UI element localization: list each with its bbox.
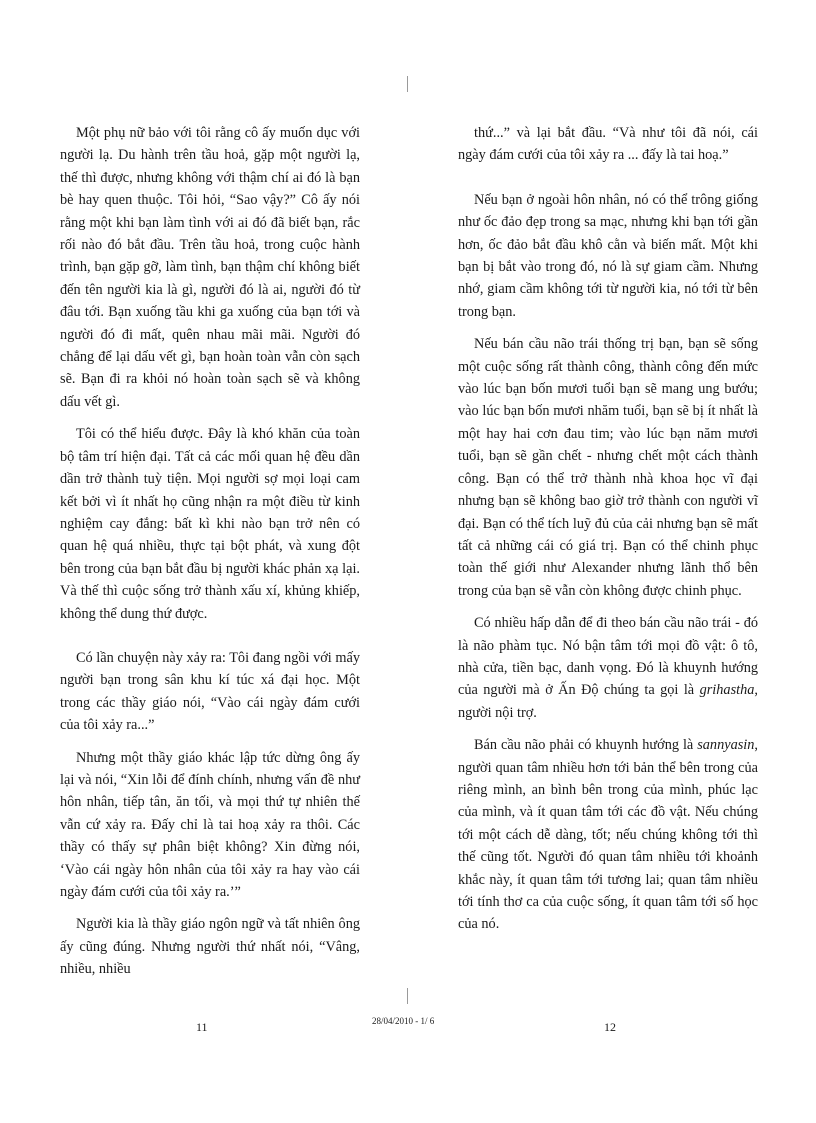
text-run: , người nội trợ. [458, 682, 758, 721]
right-page-column [458, 122, 758, 936]
paragraph: Tôi có thể hiểu được. Đây là khó khăn của toàn bộ tâm trí hiện đại. Tất cả các mối quan hệ đều dần dần trở thành tuỳ tiện. Mọi người sợ mọi loại cam kết bởi vì ít nhất họ cũng nhận ra một điều từ kinh nghiệm cay đắng: bất kì khi nào bạn trở nên có quan hệ quá nhiều, thực tại bột phát, và xung đột bên trong của bạn bắt đầu bị người khác phản xạ lại. Và thế thì cuộc sống trở thành xấu xí, khủng khiếp, không thể dung thứ được. [60, 426, 360, 622]
paragraph: Nếu bạn ở ngoài hôn nhân, nó có thể trông giống như ốc đảo đẹp trong sa mạc, nhưng khi bạn tới gần hơn, ốc đảo bắt đầu khô cằn và biến mất. Một khi bạn bị bắt vào trong đó, nó là sự giam cầm. Nhưng nhớ, giam cầm không tới từ người kia, nó tới từ bên trong bạn. [458, 191, 758, 320]
paragraph [458, 612, 758, 724]
page-number-right: 12 [604, 1020, 616, 1034]
paragraph: Người kia là thầy giáo ngôn ngữ và tất nhiên ông ấy cũng đúng. Nhưng người thứ nhất nói, “Vâng, nhiều, nhiều [60, 916, 360, 978]
text-run: Bán cầu não phải có khuynh hướng là [474, 737, 698, 754]
paragraph [458, 734, 758, 936]
bottom-center-tick [407, 988, 408, 1004]
page-number-left: 11 [196, 1020, 208, 1034]
left-page-column [60, 122, 360, 981]
top-center-tick [407, 76, 408, 92]
text-run: , người quan tâm nhiều hơn tới bản thể bên trong của riêng mình, an bình bên trong của mình, phúc lạc của mình, và ít quan tâm tới các đồ vật. Nếu chúng tới một cách dễ dàng, tốt; nếu chúng không tới thì thế cũng tốt. Người đó quan tâm nhiều tới khoảnh khắc này, ít quan tâm tới tương lai; quan tâm nhiều tới tính thơ ca của cuộc sống, ít quan tâm tới số học của nó. [458, 737, 758, 933]
italic-term: sannyasin [697, 737, 755, 754]
paragraph: Nhưng một thầy giáo khác lập tức dừng ông ấy lại và nói, “Xin lỗi để đính chính, nhưng vấn đề như hôn nhân, tiếp tân, ăn tối, và mọi thứ tự nhiên thế vẫn cứ xảy ra. Đấy chỉ là tai hoạ xảy ra thôi. Các thầy có thấy sự phân biệt không? Xin đừng nói, ‘Vào cái ngày hôn nhân của tôi xảy ra hay vào cái ngày đám cưới của tôi xảy ra.’” [60, 749, 360, 900]
text-run: Có nhiều hấp dẫn để đi theo bán cầu não trái - đó là não phàm tục. Nó bận tâm tới mọi đồ vật: ô tô, nhà cửa, tiền bạc, danh vọng. Đó là khuynh hướng của người mà ở Ấn Độ chúng ta gọi là [458, 615, 758, 699]
paragraph: thứ...” và lại bắt đầu. “Và như tôi đã nói, cái ngày đám cưới của tôi xảy ra ... đấy là tai hoạ.” [458, 125, 758, 164]
footer-date: 28/04/2010 - 1/ 6 [372, 1016, 435, 1026]
paragraph: Có lần chuyện này xảy ra: Tôi đang ngồi với mấy người bạn trong sân khu kí túc xá đại học. Một trong các thầy giáo nói, “Vào cái ngày đám cưới của tôi xảy ra...” [60, 649, 360, 734]
italic-term: grihastha [699, 682, 755, 699]
paragraph: Nếu bán cầu não trái thống trị bạn, bạn sẽ sống một cuộc sống rất thành công, thành công đến mức vào lúc bạn bốn mươi tuổi bạn sẽ mang ung bướu; vào lúc bạn bốn mươi nhăm tuổi, bạn sẽ bị ít nhất là một hay hai cơn đau tim; vào lúc bạn năm mươi tuổi, bạn sẽ gần chết - nhưng chết một cách thành công. Bạn có thể trở thành nhà khoa học vĩ đại nhưng bạn sẽ không bao giờ trở thành con người vĩ đại. Bạn có thể tích luỹ đủ của cải nhưng bạn sẽ mất tất cả những cái có giá trị. Bạn có thể chinh phục toàn thế giới như Alexander nhưng lãnh thổ bên trong của bạn sẽ vẫn còn không được chinh phục. [458, 336, 758, 599]
paragraph: Một phụ nữ bảo với tôi rằng cô ấy muốn dục với người lạ. Du hành trên tầu hoả, gặp một người lạ, thế thì được, nhưng không với thậm chí ai đó là bạn bè hay quen thuộc. Tôi hỏi, “Sao vậy?” Cô ấy nói rằng một khi bạn làm tình với ai đó đã biết bạn, rắc rối nào đó bắt đầu. Trên tầu hoả, trong cuộc hành trình, bạn gặp gỡ, làm tình, bạn thậm chí không biết đến tên người kia là gì, người đó là ai, người đó từ đâu tới. Bạn xuống tầu khi ga xuống của bạn tới và người đó đi mất, quên nhau mãi mãi. Người đó chẳng để lại dấu vết gì, bạn hoàn toàn vẫn còn sạch sẽ. Bạn đi ra khỏi nó hoàn toàn sạch sẽ và không dấu vết gì. [60, 125, 360, 410]
